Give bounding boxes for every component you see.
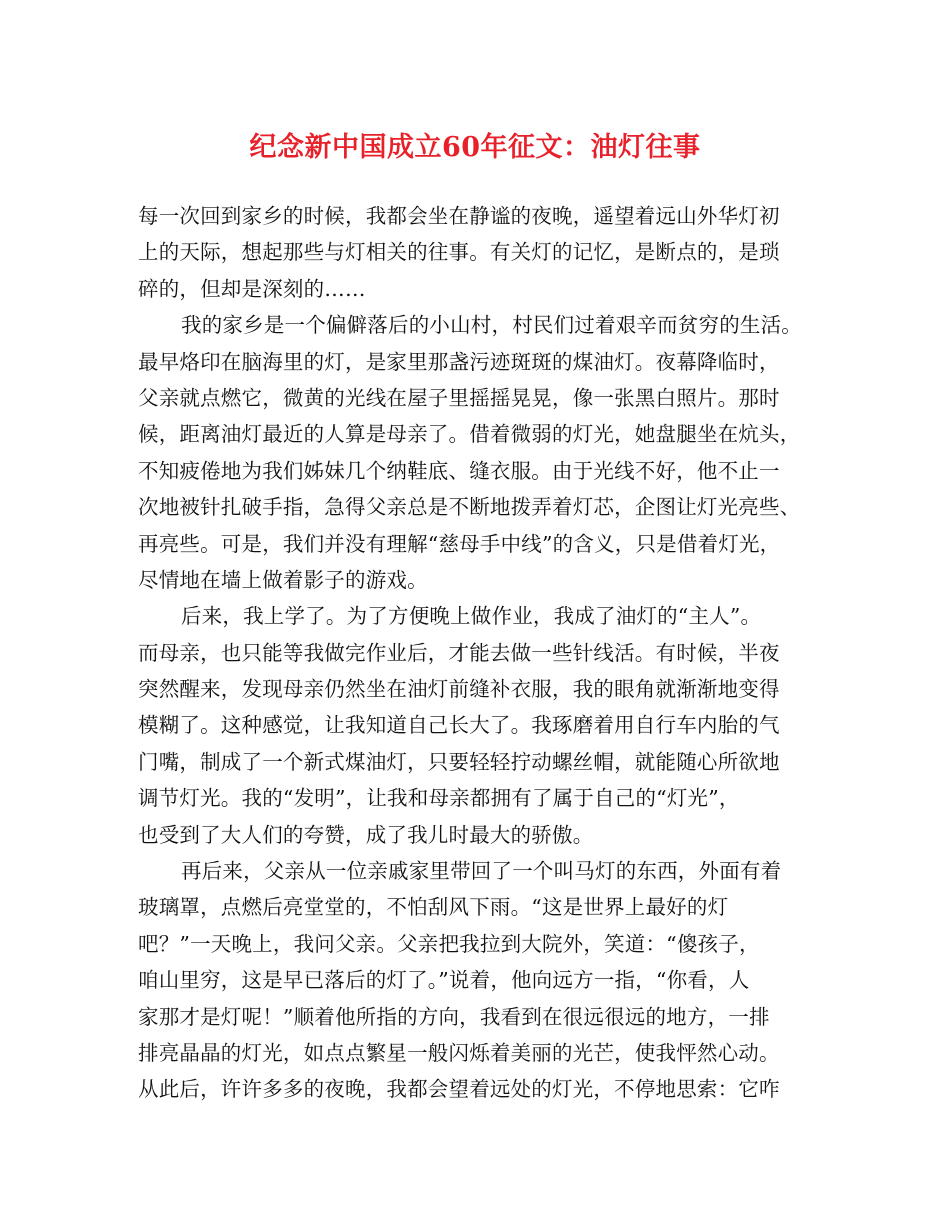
text-line: 尽情地在墙上做着影子的游戏。 bbox=[138, 567, 428, 592]
text-line: 玻璃罩，点燃后亮堂堂的，不怕刮风下雨。“这是世界上最好的灯 bbox=[138, 895, 729, 920]
text-line: 上的天际，想起那些与灯相关的往事。有关灯的记忆，是断点的，是琐 bbox=[138, 240, 780, 265]
text-line: 模糊了。这种感觉，让我知道自己长大了。我琢磨着用自行车内胎的气 bbox=[138, 713, 780, 738]
text-line: 碎的，但却是深刻的…… bbox=[138, 276, 366, 301]
text-line: 从此后，许许多多的夜晚，我都会望着远处的灯光，不停地思索：它咋 bbox=[138, 1077, 780, 1102]
text-line: 父亲就点燃它，微黄的光线在屋子里摇摇晃晃，像一张黑白照片。那时 bbox=[138, 385, 780, 410]
text-line: 后来，我上学了。为了方便晚上做作业，我成了油灯的“主人”。 bbox=[181, 604, 762, 629]
text-line: 调节灯光。我的“发明”，让我和母亲都拥有了属于自己的“灯光”， bbox=[138, 786, 740, 811]
text-line: 吧？”一天晚上，我问父亲。父亲把我拉到大院外，笑道：“傻孩子， bbox=[138, 931, 760, 956]
document-body bbox=[138, 198, 818, 1108]
text-line: 最早烙印在脑海里的灯，是家里那盏污迹斑斑的煤油灯。夜幕降临时， bbox=[138, 349, 780, 374]
text-line: 我的家乡是一个偏僻落后的小山村，村民们过着艰辛而贫穷的生活。 bbox=[181, 313, 802, 338]
text-line: 再亮些。可是，我们并没有理解“慈母手中线”的含义，只是借着灯光， bbox=[138, 531, 781, 556]
text-line: 候，距离油灯最近的人算是母亲了。借着微弱的灯光，她盘腿坐在炕头， bbox=[138, 422, 801, 447]
text-line: 也受到了大人们的夸赞，成了我儿时最大的骄傲。 bbox=[138, 822, 594, 847]
text-line: 家那才是灯呢！”顺着他所指的方向，我看到在很远很远的地方，一排 bbox=[138, 1004, 770, 1029]
text-line: 突然醒来，发现母亲仍然坐在油灯前缝补衣服，我的眼角就渐渐地变得 bbox=[138, 677, 780, 702]
text-line: 再后来，父亲从一位亲戚家里带回了一个叫马灯的东西，外面有着 bbox=[181, 859, 782, 884]
text-line: 咱山里穷，这是早已落后的灯了。”说着，他向远方一指，“你看，人 bbox=[138, 968, 750, 993]
text-line: 不知疲倦地为我们姊妹几个纳鞋底、缝衣服。由于光线不好，他不止一 bbox=[138, 458, 780, 483]
text-line: 门嘴，制成了一个新式煤油灯，只要轻轻拧动螺丝帽，就能随心所欲地 bbox=[138, 749, 780, 774]
document-title: 纪念新中国成立60年征文：油灯往事 bbox=[249, 132, 701, 163]
text-line: 而母亲，也只能等我做完作业后，才能去做一些针线活。有时候，半夜 bbox=[138, 640, 780, 665]
text-line: 每一次回到家乡的时候，我都会坐在静谧的夜晚，遥望着远山外华灯初 bbox=[138, 204, 780, 228]
text-line: 排亮晶晶的灯光，如点点繁星一般闪烁着美丽的光芒，使我怦然心动。 bbox=[138, 1040, 780, 1065]
text-line: 次地被针扎破手指，急得父亲总是不断地拨弄着灯芯，企图让灯光亮些、 bbox=[138, 495, 801, 520]
